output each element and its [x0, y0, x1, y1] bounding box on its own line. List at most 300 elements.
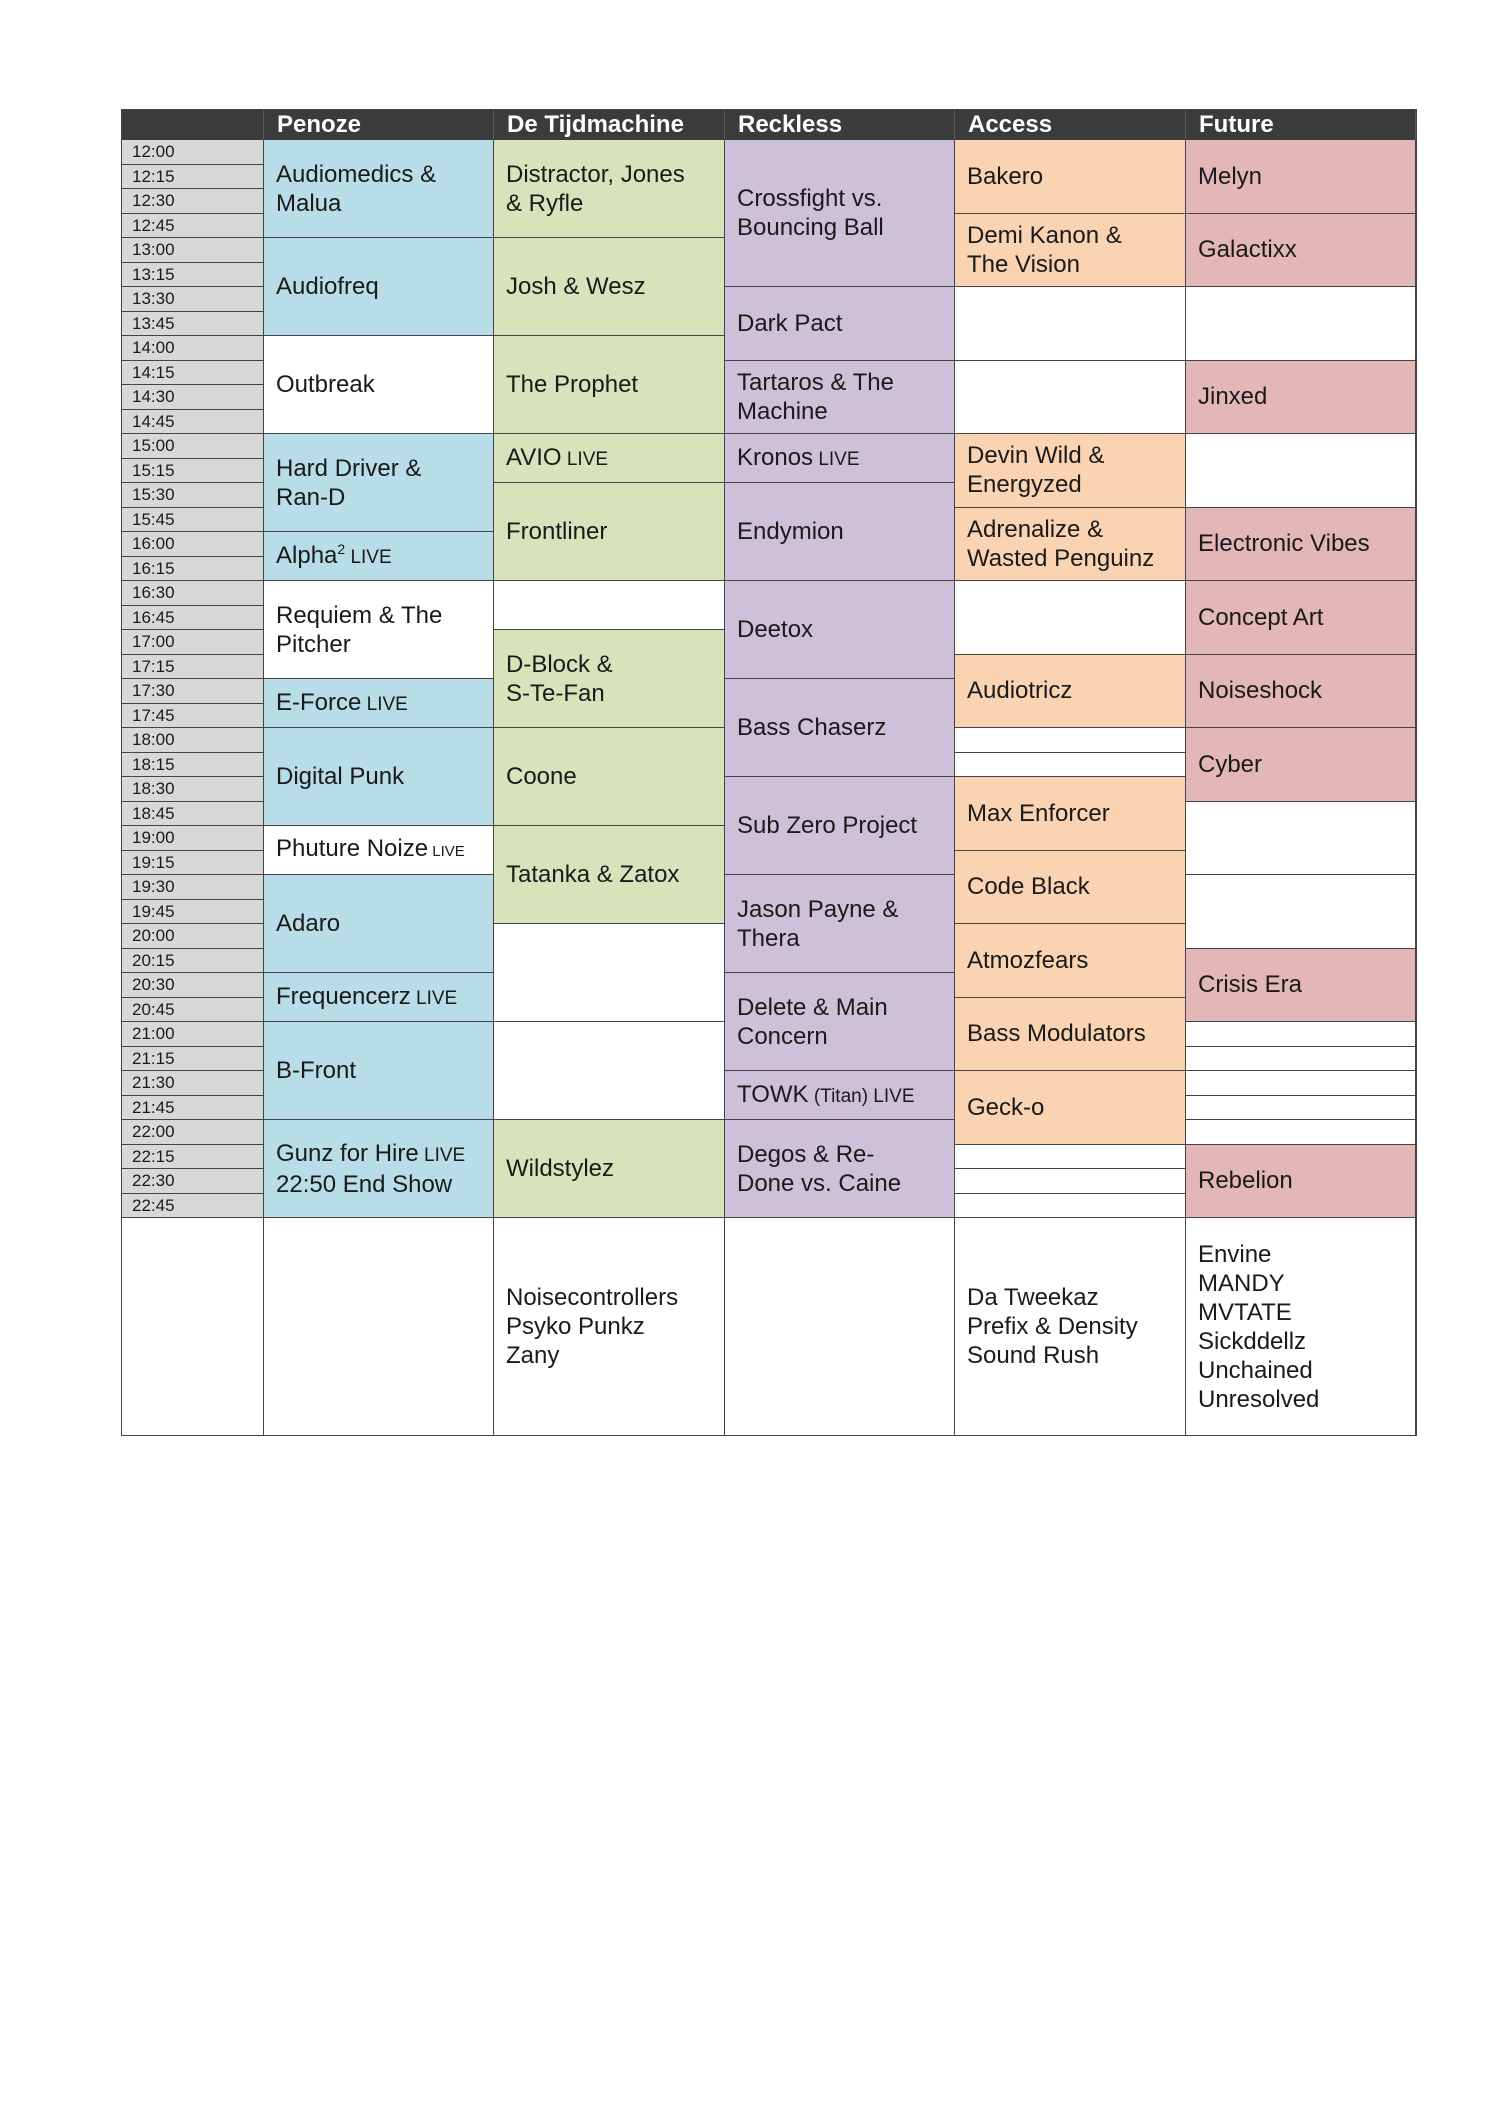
act-name: [276, 1139, 465, 1199]
act-name: [276, 160, 436, 218]
time-slot: 22:30: [122, 1169, 264, 1194]
act-line: [737, 1169, 901, 1198]
act-line: [967, 1093, 1044, 1122]
act-name: [737, 184, 884, 242]
time-slot: 16:45: [122, 606, 264, 631]
act-line: [967, 544, 1154, 573]
time-slot: 13:30: [122, 287, 264, 312]
act-name: [737, 443, 860, 474]
time-slot: 15:15: [122, 459, 264, 484]
empty-slot: [955, 728, 1186, 753]
act-text: Hard Driver &: [276, 454, 422, 482]
footer-act: Envine: [1198, 1240, 1272, 1268]
act-cell: [264, 140, 494, 238]
act-cell: [264, 581, 494, 679]
act-name: [1198, 1166, 1293, 1195]
act-cell: [494, 140, 725, 238]
act-text: Requiem & The: [276, 601, 443, 629]
empty-slot: [955, 287, 1186, 361]
act-cell: [955, 924, 1186, 998]
live-tag: LIVE: [428, 843, 465, 860]
act-line: [737, 1140, 901, 1169]
time-slot: 16:15: [122, 557, 264, 582]
act-name: [1198, 529, 1370, 558]
act-text: Frontliner: [506, 518, 608, 545]
act-text: Malua: [276, 189, 342, 217]
act-line: [276, 160, 436, 189]
footer-act: MVTATE: [1198, 1298, 1292, 1326]
act-name: [276, 1056, 356, 1085]
stage-header-penoze: Penoze: [264, 110, 494, 140]
time-slot: 21:15: [122, 1047, 264, 1072]
act-cell: [264, 679, 494, 728]
act-cell: [725, 777, 955, 875]
act-line: [737, 213, 884, 242]
act-cell: [725, 361, 955, 435]
footer-act-list: [1198, 1240, 1319, 1414]
act-name: [967, 676, 1072, 705]
act-name: [967, 946, 1088, 975]
act-line: [506, 650, 613, 679]
act-name: [1198, 750, 1262, 779]
act-cell: [725, 434, 955, 483]
empty-slot: [955, 361, 1186, 435]
time-slot: 12:30: [122, 189, 264, 214]
act-text: Noiseshock: [1198, 677, 1323, 705]
time-slot: 21:00: [122, 1022, 264, 1047]
act-name: [506, 443, 608, 474]
act-cell: [725, 581, 955, 679]
time-slot: 15:00: [122, 434, 264, 459]
act-line: [1198, 603, 1323, 632]
act-text: Devin Wild &: [967, 442, 1105, 470]
empty-slot: [494, 581, 725, 630]
header-time-corner: [122, 110, 264, 140]
empty-slot: [955, 753, 1186, 778]
act-cell: [725, 483, 955, 581]
act-line: [737, 1080, 915, 1111]
act-line: [737, 184, 884, 213]
act-name: [737, 517, 844, 546]
footer-act: Sickddellz: [1198, 1327, 1307, 1355]
act-cell: [1186, 728, 1416, 802]
act-line: [967, 1019, 1146, 1048]
act-name: [276, 762, 404, 791]
time-slot: 15:45: [122, 508, 264, 533]
act-name: [506, 160, 685, 218]
act-line: [967, 250, 1122, 279]
act-line: [506, 443, 608, 474]
act-line: [506, 160, 685, 189]
act-line: [276, 982, 457, 1013]
act-name: [276, 834, 465, 866]
act-cell: [264, 875, 494, 973]
act-line: [737, 443, 860, 474]
act-name: [967, 872, 1090, 901]
act-cell: [955, 140, 1186, 214]
act-text: Machine: [737, 397, 828, 425]
time-slot: 13:15: [122, 263, 264, 288]
time-slot: 12:00: [122, 140, 264, 165]
act-name: [737, 811, 917, 840]
act-line: [276, 454, 421, 483]
live-tag: LIVE: [345, 546, 392, 568]
act-name: [967, 162, 1043, 191]
act-text: Deetox: [737, 616, 814, 643]
act-cell: [955, 851, 1186, 925]
act-line: [737, 924, 898, 953]
act-line: [506, 1154, 614, 1183]
act-name: [967, 1093, 1044, 1122]
empty-slot: [955, 1145, 1186, 1170]
time-slot: 14:45: [122, 410, 264, 435]
time-slot: 18:15: [122, 753, 264, 778]
act-cell: [1186, 1145, 1416, 1219]
stage-header-reckless: Reckless: [725, 110, 955, 140]
empty-slot: [955, 581, 1186, 655]
act-text: Code Black: [967, 873, 1090, 901]
act-cell: [725, 140, 955, 287]
footer-act-list: [967, 1283, 1138, 1370]
act-text: 22:50 End Show: [276, 1170, 453, 1198]
act-text: Dark Pact: [737, 309, 843, 337]
act-name: [967, 441, 1104, 499]
act-name: [1198, 676, 1322, 705]
act-line: [506, 272, 646, 301]
act-cell: [494, 1120, 725, 1218]
act-name: [967, 1019, 1146, 1048]
footer-act: Sound Rush: [967, 1342, 1100, 1369]
footer-act: MANDY: [1198, 1269, 1285, 1297]
act-line: [967, 799, 1110, 828]
time-slot: 16:00: [122, 532, 264, 557]
act-text: Bass Modulators: [967, 1020, 1146, 1048]
act-cell: [494, 238, 725, 336]
timetable-grid: [121, 109, 1417, 1436]
act-cell: [955, 998, 1186, 1072]
empty-slot: [1186, 1096, 1416, 1121]
act-text: Degos & Re-: [737, 1140, 875, 1168]
act-text: Concept Art: [1198, 603, 1324, 631]
act-text: S-Te-Fan: [506, 679, 605, 707]
act-line: [737, 713, 886, 742]
time-slot: 16:30: [122, 581, 264, 606]
act-name: [737, 993, 888, 1051]
act-text: Pitcher: [276, 630, 351, 658]
act-name: [1198, 235, 1297, 264]
act-name: [737, 1080, 915, 1111]
act-text: Adrenalize &: [967, 515, 1104, 543]
time-slot: 21:45: [122, 1096, 264, 1121]
act-line: [737, 309, 842, 338]
act-cell: [955, 1071, 1186, 1145]
act-line: [276, 834, 465, 866]
act-text: E-Force: [276, 688, 362, 716]
act-cell: [264, 728, 494, 826]
time-slot: 12:45: [122, 214, 264, 239]
act-name: [276, 688, 408, 719]
act-cell: [725, 1071, 955, 1120]
act-text: Concern: [737, 1022, 828, 1050]
time-slot: 22:45: [122, 1194, 264, 1219]
time-slot: 19:15: [122, 851, 264, 876]
act-name: [276, 541, 392, 572]
act-name: [276, 601, 442, 659]
footer-time-cell: [122, 1218, 264, 1435]
act-name: [737, 1140, 901, 1198]
time-slot: 15:30: [122, 483, 264, 508]
act-text: Energyzed: [967, 471, 1082, 499]
stage-header-future: Future: [1186, 110, 1416, 140]
act-cell: [1186, 655, 1416, 729]
act-text: Geck-o: [967, 1093, 1045, 1121]
time-slot: 20:30: [122, 973, 264, 998]
act-line: [1198, 676, 1322, 705]
act-text: Crossfight vs.: [737, 185, 883, 212]
footer-act: Unchained: [1198, 1356, 1313, 1384]
act-name: [967, 515, 1154, 573]
act-text: Melyn: [1198, 162, 1263, 190]
time-slot: 18:30: [122, 777, 264, 802]
act-text: Tartaros & The: [737, 368, 894, 396]
act-line: [276, 541, 392, 572]
empty-slot: [1186, 1022, 1416, 1047]
act-line: [737, 993, 888, 1022]
footer-act: Zany: [506, 1342, 560, 1369]
act-line: [967, 221, 1122, 250]
live-tag: LIVE: [361, 693, 408, 715]
act-name: [737, 713, 886, 742]
act-text: Electronic Vibes: [1198, 530, 1370, 558]
act-cell: [725, 1120, 955, 1218]
time-slot: 20:45: [122, 998, 264, 1023]
empty-slot: [1186, 1071, 1416, 1096]
act-line: [967, 162, 1043, 191]
time-slot: 13:00: [122, 238, 264, 263]
act-line: [1198, 529, 1370, 558]
act-name: [967, 221, 1122, 279]
act-text: Bass Chaserz: [737, 714, 887, 741]
time-slot: 14:30: [122, 385, 264, 410]
act-text: Kronos: [737, 443, 814, 471]
act-name: [737, 309, 842, 338]
time-slot: 20:15: [122, 949, 264, 974]
act-name: [506, 650, 613, 708]
act-text: Wasted Penguinz: [967, 544, 1155, 572]
act-name: [506, 272, 646, 301]
act-text: & Ryfle: [506, 189, 584, 217]
live-tag: LIVE: [418, 1144, 466, 1166]
act-cell: [264, 973, 494, 1022]
act-text: Endymion: [737, 518, 844, 545]
act-line: [506, 370, 638, 399]
act-text: Cyber: [1198, 750, 1263, 778]
act-cell: [955, 508, 1186, 582]
footer-act: Da Tweekaz: [967, 1284, 1099, 1311]
act-line: [506, 679, 613, 708]
time-slot: 17:15: [122, 655, 264, 680]
act-line: [967, 676, 1072, 705]
act-cell: [1186, 508, 1416, 582]
time-slot: 12:15: [122, 165, 264, 190]
act-line: [737, 368, 894, 397]
act-text: Audiofreq: [276, 273, 379, 300]
act-name: [1198, 603, 1323, 632]
act-text: Bouncing Ball: [737, 214, 884, 241]
time-slot: 22:00: [122, 1120, 264, 1145]
act-line: [276, 272, 379, 301]
act-text: Delete & Main: [737, 993, 888, 1021]
footer-act-list: [506, 1283, 678, 1370]
footer-act: Prefix & Density: [967, 1313, 1138, 1340]
act-cell: [1186, 361, 1416, 435]
act-name: [276, 982, 457, 1013]
act-text: Audiomedics &: [276, 160, 437, 188]
live-tag: LIVE: [561, 448, 609, 470]
footer-cell-de-tijdmachine: [494, 1218, 725, 1435]
act-line: [276, 1170, 465, 1199]
act-text: Galactixx: [1198, 236, 1297, 264]
act-cell: [955, 655, 1186, 729]
act-text: Crisis Era: [1198, 971, 1303, 999]
act-cell: [264, 336, 494, 434]
footer-cell-access: [955, 1218, 1186, 1435]
act-line: [967, 515, 1154, 544]
act-name: [276, 909, 340, 938]
act-line: [967, 470, 1104, 499]
act-text: Jinxed: [1198, 383, 1268, 411]
time-slot: 19:45: [122, 900, 264, 925]
act-cell: [264, 826, 494, 875]
empty-slot: [955, 1194, 1186, 1219]
time-slot: 13:45: [122, 312, 264, 337]
act-text: Coone: [506, 763, 577, 790]
time-slot: 18:00: [122, 728, 264, 753]
act-cell: [494, 826, 725, 924]
act-cell: [264, 532, 494, 581]
act-name: [967, 799, 1110, 828]
act-line: [1198, 1166, 1293, 1195]
live-tag: LIVE: [410, 987, 458, 1009]
footer-cell-penoze: [264, 1218, 494, 1435]
act-line: [276, 909, 340, 938]
act-text: Demi Kanon &: [967, 221, 1122, 249]
act-text: D-Block &: [506, 650, 613, 678]
act-cell: [494, 336, 725, 434]
act-name: [1198, 970, 1302, 999]
empty-slot: [1186, 287, 1416, 361]
time-slot: 14:00: [122, 336, 264, 361]
act-name: [276, 454, 421, 512]
act-line: [506, 189, 685, 218]
act-text: Sub Zero Project: [737, 812, 918, 839]
act-text: Frequencerz: [276, 982, 411, 1010]
act-text: Jason Payne &: [737, 895, 899, 923]
act-line: [737, 397, 894, 426]
act-line: [276, 762, 404, 791]
act-cell: [955, 214, 1186, 288]
act-cell: [264, 1022, 494, 1120]
act-text: The Prophet: [506, 371, 639, 398]
act-cell: [1186, 581, 1416, 655]
act-text: TOWK: [737, 1080, 809, 1108]
act-line: [737, 1022, 888, 1051]
empty-slot: [1186, 802, 1416, 876]
act-line: [276, 630, 442, 659]
empty-slot: [1186, 434, 1416, 508]
live-tag: LIVE: [868, 1085, 915, 1107]
act-name: [506, 517, 607, 546]
act-text: Gunz for Hire: [276, 1139, 419, 1167]
act-name: [506, 370, 638, 399]
act-line: [506, 762, 577, 791]
act-text: Thera: [737, 924, 800, 952]
act-cell: [1186, 949, 1416, 1023]
act-cell: [494, 434, 725, 483]
act-line: [1198, 750, 1262, 779]
act-text: Max Enforcer: [967, 799, 1110, 827]
act-line: [1198, 382, 1267, 411]
act-text: Distractor, Jones: [506, 160, 685, 188]
act-text: Bakero: [967, 162, 1044, 190]
act-name: [276, 370, 375, 399]
stage-header-de-tijdmachine: De Tijdmachine: [494, 110, 725, 140]
footer-cell-future: [1186, 1218, 1416, 1435]
act-line: [967, 946, 1088, 975]
time-slot: 19:00: [122, 826, 264, 851]
act-line: [276, 601, 442, 630]
time-slot: 17:30: [122, 679, 264, 704]
act-cell: [725, 287, 955, 361]
act-cell: [264, 434, 494, 532]
time-slot: 17:00: [122, 630, 264, 655]
act-text: AVIO: [506, 443, 562, 471]
act-text: Alpha: [276, 541, 338, 569]
footer-act: Noisecontrollers: [506, 1284, 679, 1311]
time-slot: 21:30: [122, 1071, 264, 1096]
act-superscript: 2: [337, 540, 346, 557]
act-name: [737, 368, 894, 426]
act-line: [506, 517, 607, 546]
act-text: Done vs. Caine: [737, 1169, 902, 1197]
act-line: [506, 860, 679, 889]
act-line: [737, 615, 813, 644]
act-cell: [1186, 140, 1416, 214]
act-line: [737, 517, 844, 546]
act-cell: [494, 728, 725, 826]
act-text: Audiotricz: [967, 677, 1073, 705]
act-line: [276, 1139, 465, 1170]
act-line: [1198, 235, 1297, 264]
act-cell: [264, 238, 494, 336]
act-text: B-Front: [276, 1057, 357, 1084]
time-slot: 22:15: [122, 1145, 264, 1170]
act-name: [276, 272, 379, 301]
footer-act: Psyko Punkz: [506, 1313, 645, 1340]
act-name: [506, 860, 679, 889]
act-text: Phuture Noize: [276, 835, 429, 862]
act-note: (Titan): [808, 1085, 869, 1107]
act-cell: [955, 434, 1186, 508]
act-cell: [725, 973, 955, 1071]
time-slot: 18:45: [122, 802, 264, 827]
act-cell: [494, 630, 725, 728]
act-cell: [725, 875, 955, 973]
act-text: Atmozfears: [967, 946, 1089, 974]
act-line: [1198, 162, 1262, 191]
act-cell: [264, 1120, 494, 1218]
time-slot: 17:45: [122, 704, 264, 729]
